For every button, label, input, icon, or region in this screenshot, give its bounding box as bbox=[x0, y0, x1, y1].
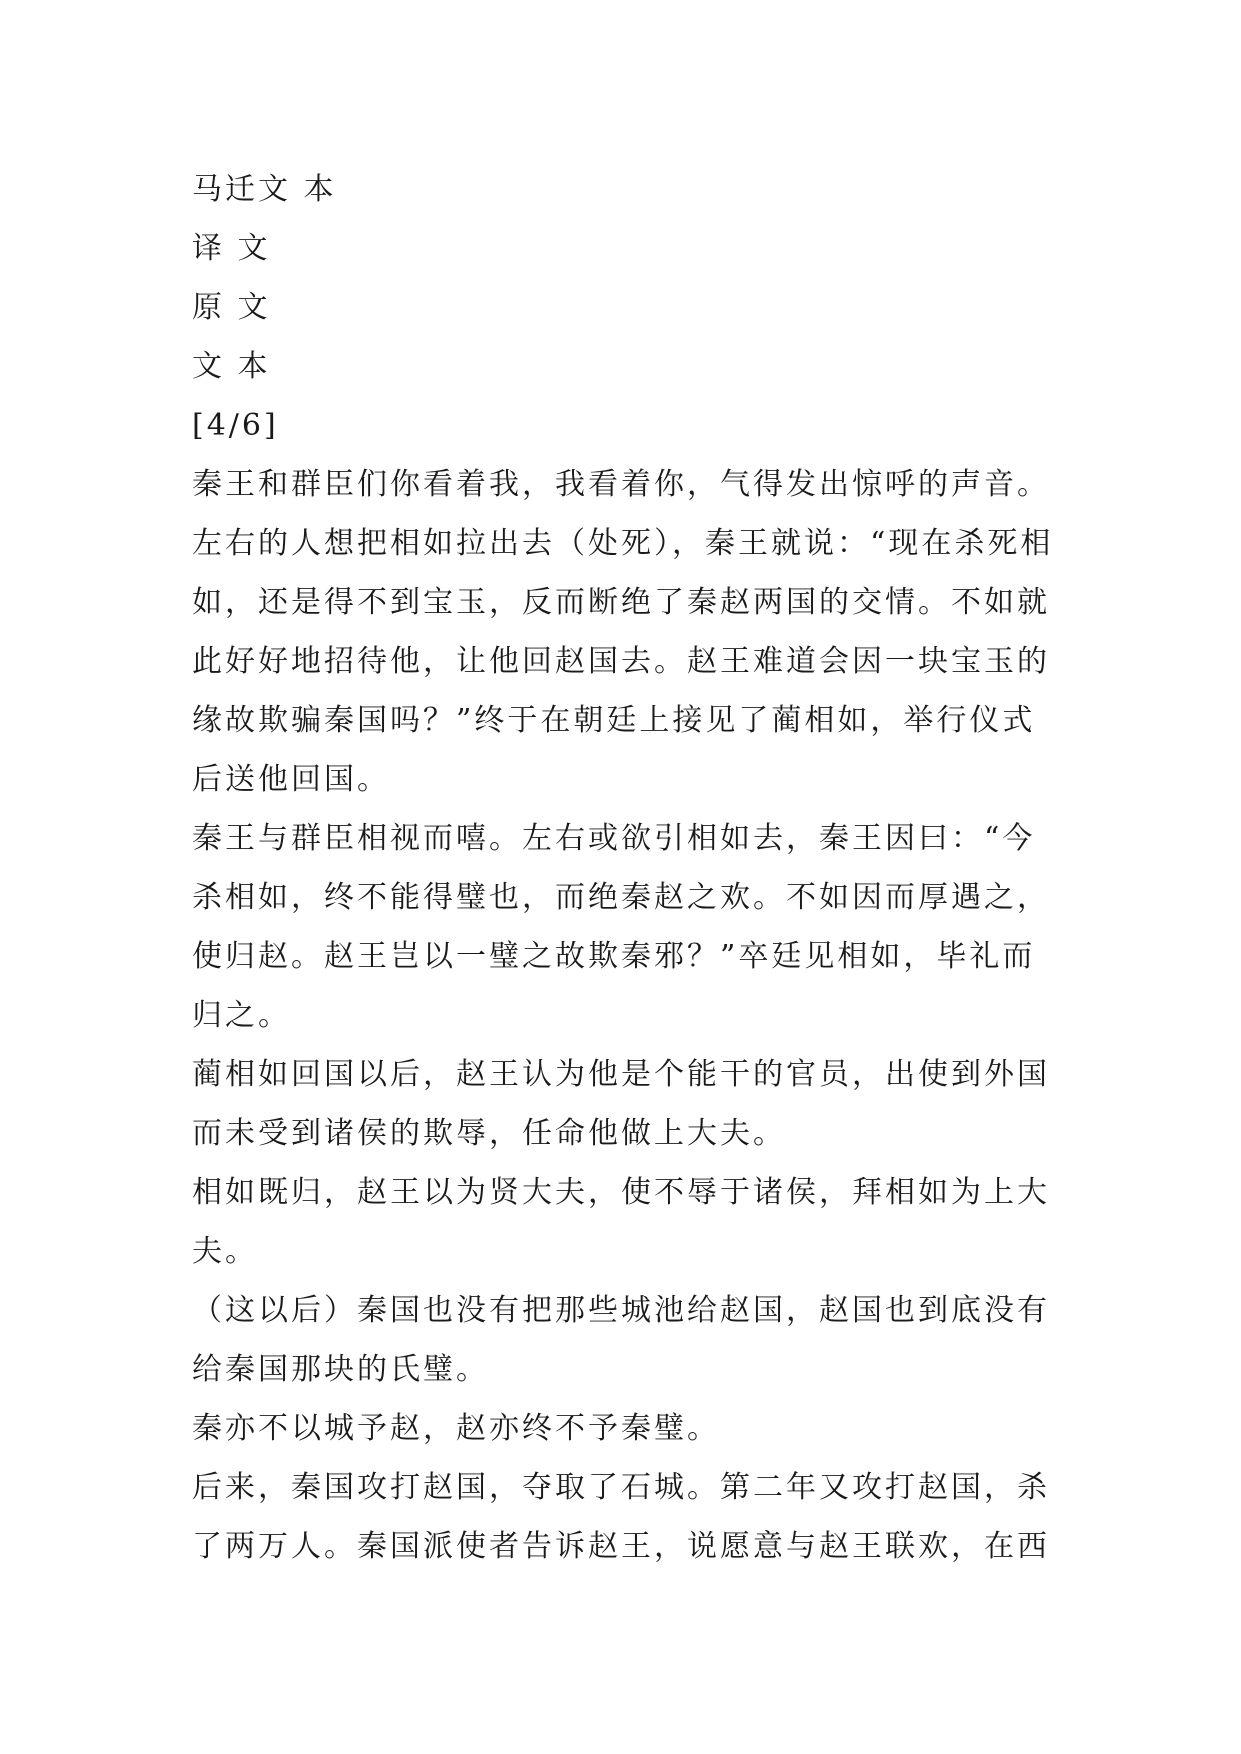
text-line: 如，还是得不到宝玉，反而断绝了秦赵两国的交情。不如就 bbox=[192, 585, 1050, 620]
text-line: 此好好地招待他，让他回赵国去。赵王难道会因一块宝玉的 bbox=[192, 644, 1050, 679]
paragraph-translation-3 bbox=[192, 1281, 1072, 1399]
text-line: 秦王与群臣相视而嘻。左右或欲引相如去，秦王因曰：“今 bbox=[192, 821, 1036, 856]
text-line: 杀相如，终不能得璧也，而绝秦赵之欢。不如因而厚遇之， bbox=[192, 880, 1050, 915]
text-line: 秦王和群臣们你看着我，我看着你，气得发出惊呼的声音。 bbox=[192, 467, 1050, 502]
paragraph-original-3 bbox=[192, 1399, 1072, 1458]
text-line: 后来，秦国攻打赵国，夺取了石城。第二年又攻打赵国，杀 bbox=[192, 1470, 1050, 1505]
header-line: 原 文 bbox=[192, 290, 271, 325]
text-line: 而未受到诸侯的欺辱，任命他做上大夫。 bbox=[192, 1116, 786, 1151]
text-line: 归之。 bbox=[192, 998, 291, 1033]
text-line: 左右的人想把相如拉出去（处死），秦王就说：“现在杀死相 bbox=[192, 526, 1054, 561]
document-page bbox=[192, 160, 1072, 1576]
text-line: （这以后）秦国也没有把那些城池给赵国，赵国也到底没有 bbox=[192, 1293, 1050, 1328]
header-line: 文 本 bbox=[192, 349, 271, 384]
text-line: 夫。 bbox=[192, 1234, 258, 1269]
paragraph-translation-1 bbox=[192, 455, 1072, 809]
text-line: 后送他回国。 bbox=[192, 762, 390, 797]
text-line: 蔺相如回国以后，赵王认为他是个能干的官员，出使到外国 bbox=[192, 1057, 1050, 1092]
text-line: 相如既归，赵王以为贤大夫，使不辱于诸侯，拜相如为上大 bbox=[192, 1175, 1050, 1210]
page-indicator: [4/6] bbox=[192, 408, 279, 443]
header-block bbox=[192, 160, 1072, 455]
text-line: 秦亦不以城予赵，赵亦终不予秦璧。 bbox=[192, 1411, 720, 1446]
text-line: 缘故欺骗秦国吗？”终于在朝廷上接见了蔺相如，举行仪式 bbox=[192, 703, 1036, 738]
text-line: 使归赵。赵王岂以一璧之故欺秦邪？”卒廷见相如，毕礼而 bbox=[192, 939, 1036, 974]
paragraph-original-2 bbox=[192, 1163, 1072, 1281]
text-line: 了两万人。秦国派使者告诉赵王，说愿意与赵王联欢，在西 bbox=[192, 1529, 1050, 1564]
paragraph-original-1 bbox=[192, 809, 1072, 1045]
header-line: 马迁文 本 bbox=[192, 172, 337, 207]
header-line: 译 文 bbox=[192, 231, 271, 266]
paragraph-translation-2 bbox=[192, 1045, 1072, 1163]
paragraph-translation-4 bbox=[192, 1458, 1072, 1576]
text-line: 给秦国那块的氏璧。 bbox=[192, 1352, 489, 1387]
